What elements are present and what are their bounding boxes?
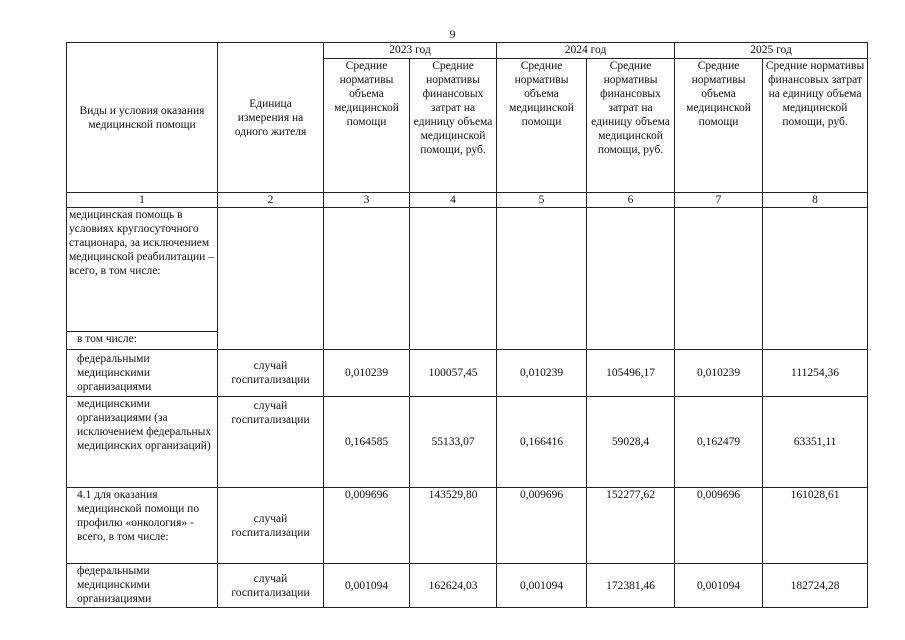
cell-value: 55133,07 [410, 397, 497, 488]
row-label: федеральными медицинскими организациями [67, 564, 218, 608]
header-cost-2024: Средние нормативы финансовых затрат на единицу объема медицинской помощи, руб. [587, 59, 675, 193]
row-label: 4.1 для оказания медицинской помощи по профилю «онкология» - всего, в том числе: [67, 488, 218, 564]
cell-value [410, 208, 497, 350]
header-year-2023: 2023 год [324, 43, 497, 59]
header-cost-2025: Средние нормативы финансовых затрат на единицу объема медицинской помощи, руб. [763, 59, 868, 193]
header-volume-2023: Средние нормативы объема медицинской помощи [324, 59, 410, 193]
cell-value: 0,164585 [324, 397, 410, 488]
row-label: в том числе: [67, 332, 218, 350]
cell-value [675, 208, 763, 350]
row-unit: случай госпитализации [218, 397, 324, 488]
cell-value [587, 208, 675, 350]
header-year-2024: 2024 год [497, 43, 675, 59]
page-number: 9 [449, 27, 456, 41]
cell-value: 0,166416 [497, 397, 587, 488]
col-number: 4 [410, 193, 497, 208]
cell-value: 0,162479 [675, 397, 763, 488]
row-unit [218, 208, 324, 350]
row-unit: случай госпитализации [218, 488, 324, 564]
col-number: 7 [675, 193, 763, 208]
header-volume-2024: Средние нормативы объема медицинской помощи [497, 59, 587, 193]
cell-value: 0,010239 [324, 350, 410, 397]
table-row [67, 564, 868, 608]
col-number: 1 [67, 193, 218, 208]
cell-value: 0,010239 [675, 350, 763, 397]
row-unit: случай госпитализации [218, 564, 324, 608]
table-row [67, 488, 868, 564]
cell-value: 0,001094 [497, 564, 587, 608]
col-number: 6 [587, 193, 675, 208]
header-year-2025: 2025 год [675, 43, 868, 59]
cell-value [763, 208, 868, 350]
cell-value: 63351,11 [763, 397, 868, 488]
cell-value: 143529,80 [410, 488, 497, 564]
header-kind-conditions: Виды и условия оказания медицинской помощи [67, 43, 218, 193]
cell-value: 152277,62 [587, 488, 675, 564]
cell-value: 0,009696 [324, 488, 410, 564]
cell-value: 0,009696 [497, 488, 587, 564]
cell-value: 59028,4 [587, 397, 675, 488]
col-number: 2 [218, 193, 324, 208]
header-unit: Единица измерения на одного жителя [218, 43, 324, 193]
cell-value: 0,001094 [675, 564, 763, 608]
row-unit: случай госпитализации [218, 350, 324, 397]
cell-value: 100057,45 [410, 350, 497, 397]
table-row [67, 350, 868, 397]
cell-value: 0,009696 [675, 488, 763, 564]
row-label: медицинскими организациями (за исключением федеральных медицинских организаций) [67, 397, 218, 488]
header-row-years [67, 43, 868, 59]
cell-value [324, 208, 410, 350]
cell-value: 111254,36 [763, 350, 868, 397]
cell-value: 172381,46 [587, 564, 675, 608]
col-number: 8 [763, 193, 868, 208]
col-number: 5 [497, 193, 587, 208]
row-label: федеральными медицинскими организациями [67, 350, 218, 397]
cell-value: 161028,61 [763, 488, 868, 564]
cell-value: 105496,17 [587, 350, 675, 397]
cell-value: 0,001094 [324, 564, 410, 608]
cell-value: 162624,03 [410, 564, 497, 608]
row-label: медицинская помощь в условиях круглосуточного стационара, за исключением медицинской реабилитации – всего, в том числе: [67, 208, 218, 332]
normatives-table [66, 42, 868, 608]
header-volume-2025: Средние нормативы объема медицинской помощи [675, 59, 763, 193]
table-row [67, 208, 868, 332]
header-cost-2023: Средние нормативы финансовых затрат на единицу объема медицинской помощи, руб. [410, 59, 497, 193]
cell-value [497, 208, 587, 350]
cell-value: 0,010239 [497, 350, 587, 397]
col-number: 3 [324, 193, 410, 208]
table-row [67, 397, 868, 488]
cell-value: 182724,28 [763, 564, 868, 608]
column-numbers-row [67, 193, 868, 208]
